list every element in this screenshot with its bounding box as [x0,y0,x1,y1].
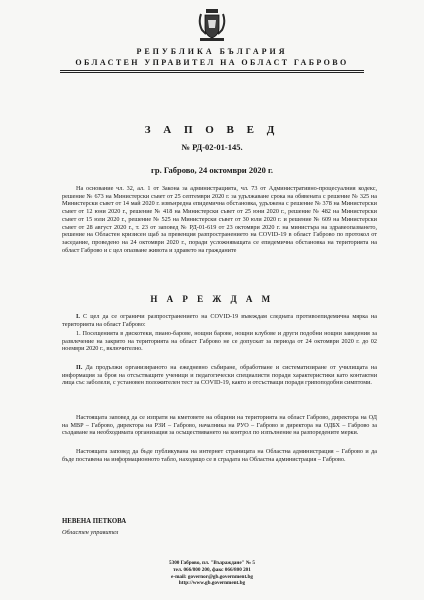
section-1-text: С цел да се ограничи разпространението на COVID-19 въвеждам следната противоепидемична мярка на територията на област Габрово: [62,313,377,328]
ordering-heading: Н А Р Е Ж Д А М [150,294,274,304]
closing-paragraph-1: Настоящата заповед да се изпрати на кметовете на общини на територията на област Габрово, директора на ОД на МВР – Габрово, директора на РЗИ – Габрово, началника на РУО – Габрово и директора на ОДБХ – Габрово за създаване на необходимата организация за осъществяването на контрол по изпълнение на разпоредените мерки. [62,414,377,437]
closing-paragraph-2: Настоящата заповед да бъде публикувана на интернет страницата на Областна администрация – Габрово и да бъде поставена на информационното табло, находящо се в сградата на Областна администрация – Габрово. [62,448,377,463]
footer-email: e-mail: governor@gb.government.bg [171,573,253,580]
signatory-position: Областен управител [62,529,119,536]
header-rule-thin [60,72,364,73]
signatory-name: НЕВЕНА ПЕТКОВА [62,518,127,525]
country-header: РЕПУБЛИКА БЪЛГАРИЯ [136,47,288,56]
footer-contacts [0,560,424,587]
section-1-paragraph [62,313,377,328]
footer-web: http://www.gb.government.bg [178,580,246,587]
order-number: № РД-02-01-145. [181,142,243,152]
footer-address: 5300 Габрово, пл. "Възраждане" № 5 [169,560,255,566]
coat-of-arms-icon [197,8,227,44]
order-place-date: гр. Габрово, 24 октомври 2020 г. [150,165,273,175]
footer-phones: тел. 066/800 200, факс 066/800 201 [173,566,251,573]
section-2-text: Да продължи организираното на ежедневно събиране, обработване и систематизиране от училищата на информация за броя на отсъстващите ученици и педагогически специалисти поради характеристики като контактни лица със заболели, с установен положителен тест за COVID-19, както и отсъстващи поради грипоподобни симптоми. [62,364,377,387]
section-1-item-1: 1. Посещенията в дискотеки, пиано-барове, нощни барове, нощни клубове и други подобни нощни заведения за развлечение на закрито на територията на област Габрово не се допускат за периода от 24 октомври 2020 г. до 02 ноември 2020 г., включително. [62,330,377,353]
office-header: ОБЛАСТЕН УПРАВИТЕЛ НА ОБЛАСТ ГАБРОВО [75,58,349,67]
header-rule [60,70,364,71]
order-title: З А П О В Е Д [144,124,280,136]
preamble-paragraph: На основание чл. 32, ал. 1 от Закона за администрацията, чл. 73 от Административно-процесуалния кодекс, решение № 673 на Министерски съвет от 25 септември 2020 г. за удължаване срока на обявената с решение № 325 на Министерски съвет от 14 май 2020 г. извънредна епидемична обстановка, удължена с решение № 378 на Министерски съвет от 12 юни 2020 г., решение № 418 на Министерски съвет от 25 юни 2020 г., решение № 482 на Министерски съвет от 15 юли 2020 г., решение № 525 на Министерски съвет от 30 юли 2020 г. и решение № 609 на Министерски съвет от 28 август 2020 г., т. 23 от заповед № РД-01-619 от 23 октомври 2020 г. на министъра на здравеопазването, решение на Областен кризисен щаб за превенция разпространението на COVID-19 в област Габрово по протокол от заседание, проведено на 24 октомври 2020 г., поради усложняващата се епидемична обстановка на територията на област Габрово и с цел опазване живота и здравето на гражданите [62,185,377,254]
section-2-paragraph [62,364,377,387]
section-1-label: I. [76,313,80,320]
section-2-label: II. [76,364,83,371]
